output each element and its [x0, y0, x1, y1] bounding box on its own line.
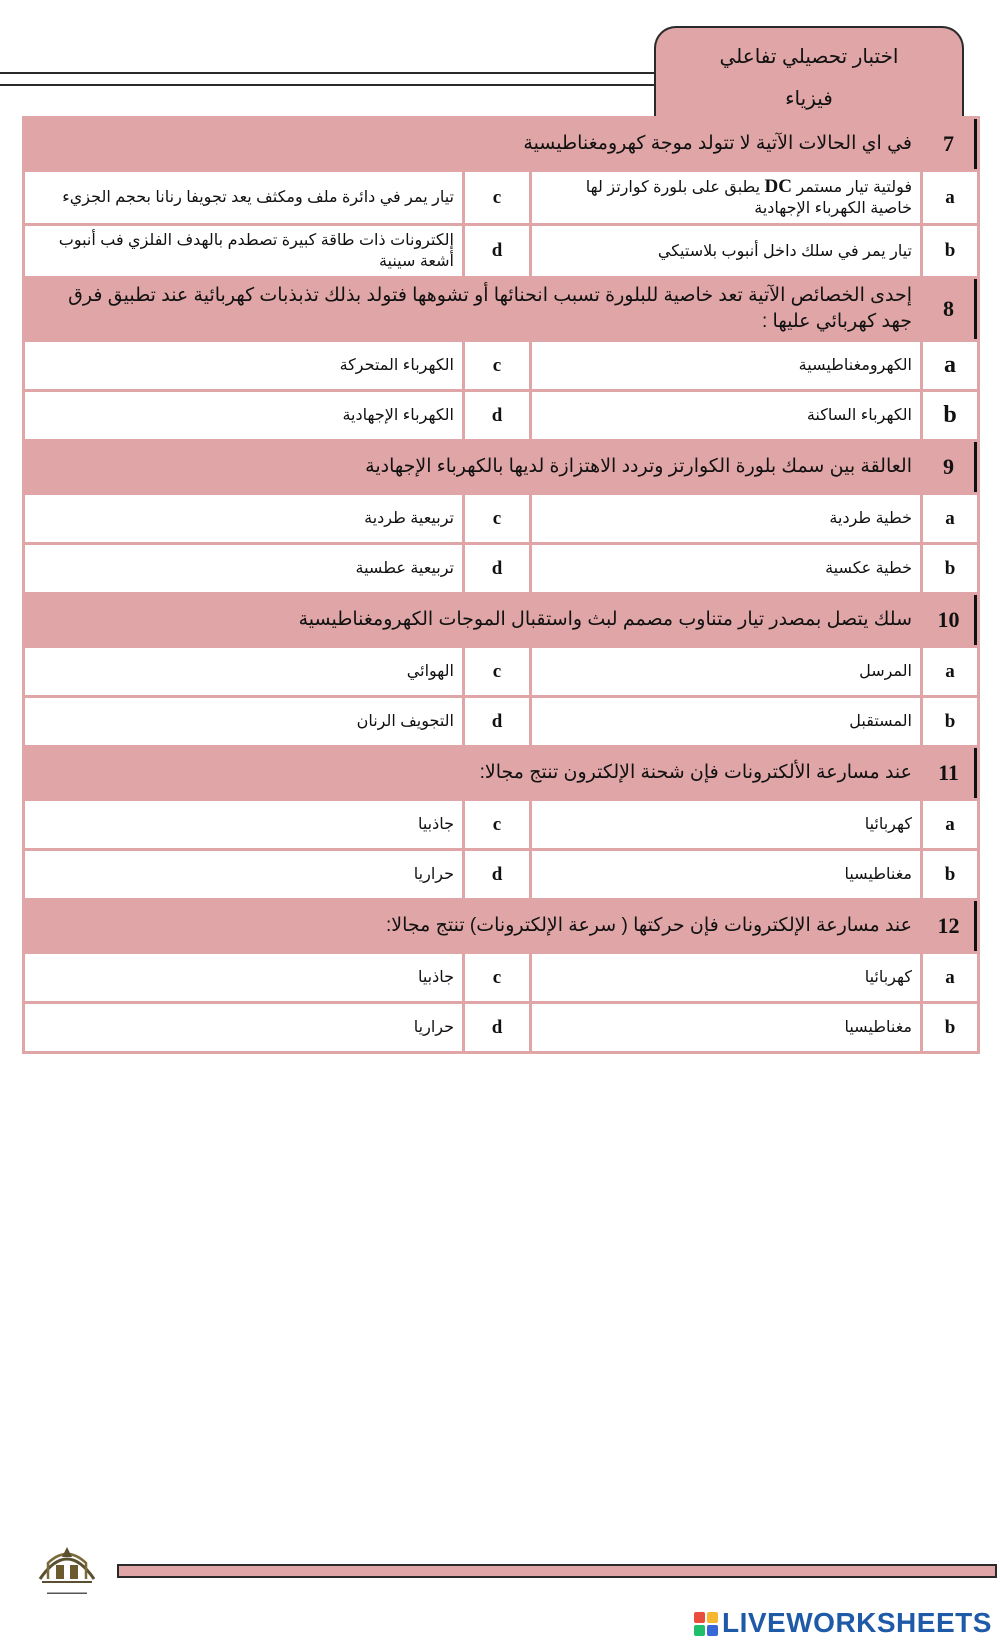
option-letter-a[interactable]: a: [923, 648, 977, 695]
subject-title: فيزياء: [785, 88, 833, 110]
brand-text: LIVEWORKSHEETS: [722, 1607, 992, 1638]
option-c-text[interactable]: تيار يمر في دائرة ملف ومكثف يعد تجويفا رنانا بحجم الجزيء: [25, 172, 462, 223]
question-number: 8: [923, 279, 977, 339]
option-d-text[interactable]: حراريا: [25, 851, 462, 898]
question-text: إحدى الخصائص الآتية تعد خاصية للبلورة تسبب انحنائها أو تشوهها فتولد بذلك تذبذبات كهربائية عند تطبيق فرق جهد كهربائي عليها :: [25, 279, 920, 339]
footer-bar: [117, 1564, 997, 1578]
option-b-text[interactable]: مغناطيسيا: [532, 1004, 920, 1051]
logo-caption: ▬▬▬▬▬▬▬▬: [47, 1590, 87, 1596]
option-a-text[interactable]: [532, 172, 920, 223]
option-letter-a[interactable]: a: [923, 172, 977, 223]
option-letter-c[interactable]: c: [465, 801, 529, 848]
option-d-text[interactable]: الكهرباء الإجهادية: [25, 392, 462, 439]
question-number: 7: [923, 119, 977, 169]
option-d-text[interactable]: حراريا: [25, 1004, 462, 1051]
option-row: [25, 226, 977, 276]
option-c-text[interactable]: الهوائي: [25, 648, 462, 695]
option-d-text[interactable]: إلكترونات ذات طاقة كبيرة تصطدم بالهدف الفلزي فب أنبوب أشعة سينية: [25, 226, 462, 276]
question-number: 11: [923, 748, 977, 798]
option-letter-b[interactable]: b: [923, 1004, 977, 1051]
option-letter-c[interactable]: c: [465, 954, 529, 1001]
option-row: [25, 172, 977, 223]
option-letter-b[interactable]: b: [923, 545, 977, 592]
option-d-text[interactable]: تربيعية عطسية: [25, 545, 462, 592]
question-row: [25, 748, 977, 798]
option-b-text[interactable]: الكهرباء الساكنة: [532, 392, 920, 439]
option-b-text[interactable]: مغناطيسيا: [532, 851, 920, 898]
question-text: عند مسارعة الإلكترونات فإن حركتها ( سرعة الإلكترونات) تنتج مجالا:: [25, 901, 920, 951]
option-c-text[interactable]: الكهرباء المتحركة: [25, 342, 462, 389]
option-letter-b[interactable]: b: [923, 226, 977, 276]
question-text: في اي الحالات الآتية لا تتولد موجة كهرومغناطيسية: [25, 119, 920, 169]
option-letter-d[interactable]: d: [465, 851, 529, 898]
option-letter-c[interactable]: c: [465, 172, 529, 223]
option-letter-d[interactable]: d: [465, 1004, 529, 1051]
question-row: [25, 595, 977, 645]
option-letter-b[interactable]: b: [923, 698, 977, 745]
option-letter-d[interactable]: d: [465, 226, 529, 276]
option-row: [25, 801, 977, 848]
question-number: 12: [923, 901, 977, 951]
question-number: 10: [923, 595, 977, 645]
option-b-text[interactable]: خطية عكسية: [532, 545, 920, 592]
option-a-prefix: فولتية تيار مستمر: [796, 179, 912, 196]
quiz-table: [22, 116, 980, 1054]
option-a-text[interactable]: كهربائيا: [532, 954, 920, 1001]
option-letter-a[interactable]: a: [923, 495, 977, 542]
option-letter-c[interactable]: c: [465, 342, 529, 389]
option-letter-d[interactable]: d: [465, 545, 529, 592]
option-a-suffix: يطبق على بلورة كوارتز لها خاصية الكهرباء الإجهادية: [585, 179, 912, 217]
option-a-text[interactable]: كهربائيا: [532, 801, 920, 848]
liveworksheets-logo[interactable]: [694, 1606, 992, 1640]
question-row: [25, 279, 977, 339]
question-row: [25, 901, 977, 951]
option-row: [25, 495, 977, 542]
option-row: [25, 392, 977, 439]
option-row: [25, 698, 977, 745]
option-row: [25, 648, 977, 695]
option-letter-a[interactable]: a: [923, 801, 977, 848]
question-text: العالقة بين سمك بلورة الكوارتز وتردد الاهتزازة لديها بالكهرباء الإجهادية: [25, 442, 920, 492]
page-title: اختبار تحصيلي تفاعلي: [719, 46, 899, 68]
option-row: [25, 1004, 977, 1051]
header-rule-top: [0, 72, 658, 74]
option-letter-b[interactable]: b: [923, 392, 977, 439]
header-rule-bottom: [0, 84, 660, 86]
option-d-text[interactable]: التجويف الرنان: [25, 698, 462, 745]
option-letter-a[interactable]: a: [923, 954, 977, 1001]
option-letter-c[interactable]: c: [465, 648, 529, 695]
option-letter-d[interactable]: d: [465, 392, 529, 439]
dc-label: DC: [764, 176, 792, 197]
question-number: 9: [923, 442, 977, 492]
option-row: [25, 545, 977, 592]
option-b-text[interactable]: المستقبل: [532, 698, 920, 745]
title-tab: [654, 26, 964, 116]
option-letter-d[interactable]: d: [465, 698, 529, 745]
option-letter-b[interactable]: b: [923, 851, 977, 898]
question-text: سلك يتصل بمصدر تيار متناوب مصمم لبث واستقبال الموجات الكهرومغناطيسية: [25, 595, 920, 645]
option-row: [25, 954, 977, 1001]
option-c-text[interactable]: تربيعية طردية: [25, 495, 462, 542]
option-row: [25, 851, 977, 898]
option-row: [25, 342, 977, 389]
question-text: عند مسارعة الألكترونات فإن شحنة الإلكترون تنتج مجالا:: [25, 748, 920, 798]
question-row: [25, 119, 977, 169]
option-a-text[interactable]: الكهرومغناطيسية: [532, 342, 920, 389]
option-c-text[interactable]: جاذبيا: [25, 801, 462, 848]
option-b-text[interactable]: تيار يمر في سلك داخل أنبوب بلاستيكي: [532, 226, 920, 276]
option-letter-c[interactable]: c: [465, 495, 529, 542]
option-c-text[interactable]: جاذبيا: [25, 954, 462, 1001]
option-a-text[interactable]: المرسل: [532, 648, 920, 695]
option-a-text[interactable]: خطية طردية: [532, 495, 920, 542]
question-row: [25, 442, 977, 492]
option-letter-a[interactable]: a: [923, 342, 977, 389]
